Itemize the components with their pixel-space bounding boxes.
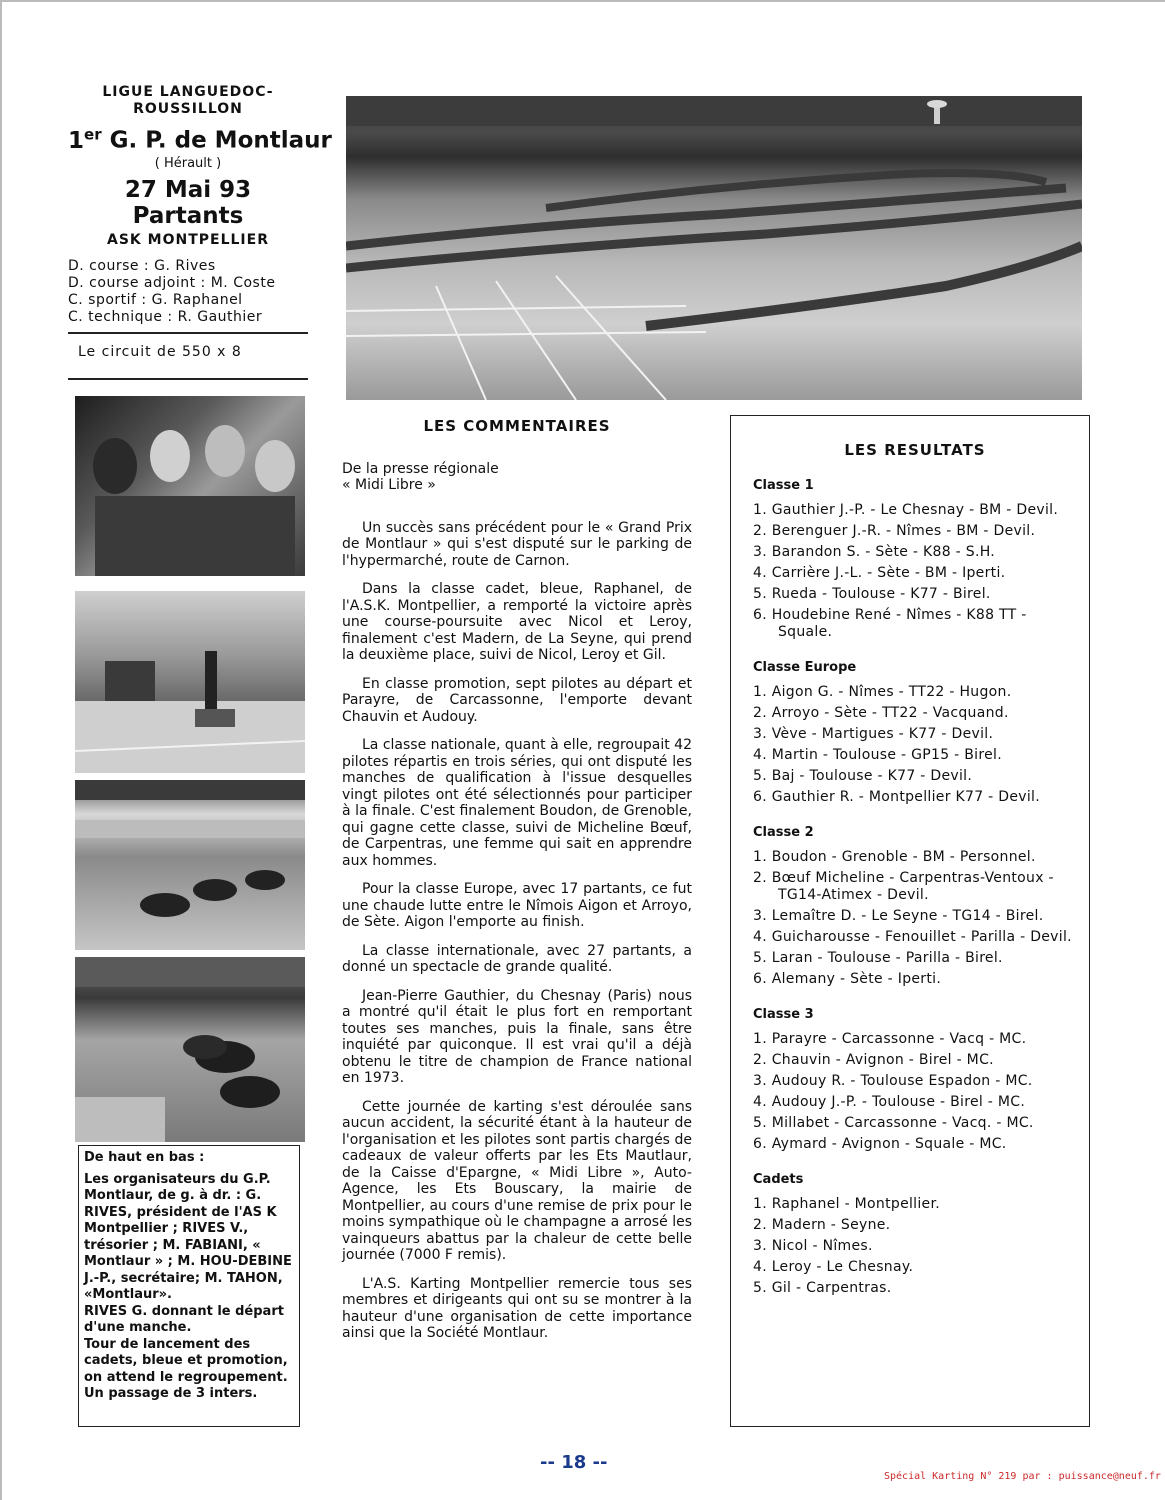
caption-line: Tour de lancement des cadets, bleue et promotion, on attend le regroupement. <box>84 1336 288 1385</box>
class-results <box>753 502 1077 641</box>
result-entry: 2. Chauvin - Avignon - Birel - MC. <box>753 1052 994 1068</box>
caption-line: RIVES G. donnant le départ d'une manche. <box>84 1303 284 1335</box>
photo-organizers <box>75 396 305 576</box>
result-entry: 6. Alemany - Sète - Iperti. <box>753 971 942 987</box>
page-border-top <box>0 0 1165 2</box>
result-entry: 4. Guicharousse - Fenouillet - Parilla - Devil. <box>753 929 1072 945</box>
comments-source <box>342 461 692 494</box>
event-region: ( Hérault ) <box>154 155 222 171</box>
page-number: -- 18 -- <box>540 1452 608 1473</box>
comment-paragraph: En classe promotion, sept pilotes au départ et Parayre, de Carcassonne, l'emporte devant Chauvin et Audouy. <box>342 675 692 725</box>
page-border-left <box>0 0 2 1500</box>
organizing-club: ASK MONTPELLIER <box>107 231 269 248</box>
caption-line: Les organisateurs du G.P. Montlaur, de g. à dr. : G. RIVES, président de l'AS K Montpellier ; RIVES V., trésorier ; M. FABIANI, « Montlaur » ; M. HOU-DEBINE J.-P., secrétaire; M. TAHON, «Montlaur». <box>84 1171 292 1302</box>
comment-paragraph: La classe nationale, quant à elle, regroupait 42 pilotes répartis en trois séries, qui ont disputé les manches de qualification à l'issue desquelles vingt pilotes ont été sélectionnés pour participer à la finale. C'est finalement Boudon, de Grenoble, qui gagne cette classe, suivi de Micheline Bœuf, de Carpentras, une femme qui sait en apprendre aux hommes. <box>342 737 692 869</box>
comment-paragraph: Pour la classe Europe, avec 17 partants, ce fut une chaude lutte entre le Nîmois Aigon et Arroyo, de Sète. Aigon l'emporte au finish. <box>342 881 692 930</box>
result-entry: 6. Gauthier R. - Montpellier K77 - Devil. <box>753 789 1040 805</box>
scan-credit: Spécial Karting N° 219 par : puissance@neuf.fr <box>884 1471 1161 1482</box>
organizers-illustration <box>75 396 305 576</box>
result-entry: 2. Bœuf Micheline - Carpentras-Ventoux - TG14-Atimex - Devil. <box>753 870 1054 903</box>
result-entry: 5. Millabet - Carcassonne - Vacq. - MC. <box>753 1115 1034 1131</box>
warmup-illustration <box>75 780 305 950</box>
captions-heading: De haut en bas : <box>84 1150 205 1165</box>
class-heading: Classe 1 <box>753 478 814 493</box>
source-line: De la presse régionale <box>342 460 499 477</box>
event-title <box>68 125 332 154</box>
ordinal-suffix: er <box>84 125 102 143</box>
comment-paragraph: Jean-Pierre Gauthier, du Chesnay (Paris) nous a montré qu'il était le plus fort en remportant toutes ses manches, puis la finale, sans être inquiété par quiconque. Il est vrai qu'il a déjà obtenu le titre de champion de France national en 1973. <box>342 987 692 1086</box>
class-results <box>753 1196 1077 1297</box>
official-entry: D. course adjoint : M. Coste <box>68 274 276 291</box>
result-entry: 2. Madern - Seyne. <box>753 1217 891 1233</box>
class-results <box>753 1031 1077 1153</box>
comments-title: LES COMMENTAIRES <box>423 417 611 435</box>
class-heading: Classe 2 <box>753 825 814 840</box>
official-entry: C. sportif : G. Raphanel <box>68 291 243 308</box>
result-entry: 6. Aymard - Avignon - Squale - MC. <box>753 1136 1007 1152</box>
result-entry: 3. Barandon S. - Sète - K88 - S.H. <box>753 544 996 560</box>
comment-paragraph: La classe internationale, avec 27 partants, a donné un spectacle de grande qualité. <box>342 942 692 975</box>
circuit-info: Le circuit de 550 x 8 <box>78 343 242 360</box>
result-entry: 4. Leroy - Le Chesnay. <box>753 1259 914 1275</box>
result-entry: 5. Laran - Toulouse - Parilla - Birel. <box>753 950 1003 966</box>
comment-paragraph: Un succès sans précédent pour le « Grand Prix de Montlaur » qui s'est disputé sur le parking de l'hypermarché, route de Carnon. <box>342 519 692 569</box>
result-entry: 5. Gil - Carpentras. <box>753 1280 892 1296</box>
divider <box>68 378 308 380</box>
result-entry: 5. Baj - Toulouse - K77 - Devil. <box>753 768 973 784</box>
result-entry: 1. Boudon - Grenoble - BM - Personnel. <box>753 849 1036 865</box>
start-illustration <box>75 591 305 773</box>
comment-paragraph: Cette journée de karting s'est déroulée sans aucun accident, la sécurité étant à la hauteur de l'organisation et les pilotes sont partis chargés de cadeaux de valeur offerts par les Ets Mautlaur, de la Caisse d'Epargne, « Midi Libre », Auto-Agence, les Ets Bouscary, la mairie de Montpellier, au cours d'une remise de prix pour le moins sympathique où le champagne a arrosé les vainqueurs abattus par la chaleur de cette belle journée (7000 F remis). <box>342 1098 692 1263</box>
class-heading: Cadets <box>753 1172 804 1187</box>
track-photo <box>346 96 1082 400</box>
result-entry: 4. Martin - Toulouse - GP15 - Birel. <box>753 747 1002 763</box>
track-illustration <box>346 96 1082 400</box>
result-entry: 1. Raphanel - Montpellier. <box>753 1196 940 1212</box>
caption-line: Un passage de 3 inters. <box>84 1386 258 1401</box>
photo-start <box>75 591 305 773</box>
result-entry: 1. Parayre - Carcassonne - Vacq - MC. <box>753 1031 1027 1047</box>
officials-list <box>68 258 308 326</box>
class-results <box>753 684 1077 806</box>
official-entry: C. technique : R. Gauthier <box>68 308 263 325</box>
result-entry: 2. Arroyo - Sète - TT22 - Vacquand. <box>753 705 1009 721</box>
result-entry: 3. Nicol - Nîmes. <box>753 1238 873 1254</box>
photo-three-karts <box>75 957 305 1142</box>
official-entry: D. course : G. Rives <box>68 257 216 274</box>
result-entry: 4. Carrière J.-L. - Sète - BM - Iperti. <box>753 565 1006 581</box>
results-box <box>730 415 1090 1427</box>
result-entry: 1. Gauthier J.-P. - Le Chesnay - BM - Devil. <box>753 502 1059 518</box>
event-header <box>68 84 332 380</box>
result-entry: 3. Audouy R. - Toulouse Espadon - MC. <box>753 1073 1033 1089</box>
result-entry: 3. Vève - Martigues - K77 - Devil. <box>753 726 994 742</box>
result-entry: 4. Audouy J.-P. - Toulouse - Birel - MC. <box>753 1094 1026 1110</box>
class-heading: Classe Europe <box>753 660 857 675</box>
class-heading: Classe 3 <box>753 1007 814 1022</box>
photo-captions <box>78 1145 300 1427</box>
photo-warmup-lap <box>75 780 305 950</box>
source-line: « Midi Libre » <box>342 477 436 493</box>
comment-paragraph: Dans la classe cadet, bleue, Raphanel, de l'A.S.K. Montpellier, a remporté la victoire après une course-poursuite avec Nicol et Leroy, finalement c'est Madern, de La Seyne, qui prend la deuxième place, suivi de Nicol, Leroy et Gil. <box>342 581 692 663</box>
event-date: 27 Mai 93 Partants <box>124 176 252 229</box>
karts-illustration <box>75 957 305 1142</box>
result-entry: 5. Rueda - Toulouse - K77 - Birel. <box>753 586 991 602</box>
comment-paragraph: L'A.S. Karting Montpellier remercie tous ses membres et dirigeants qui ont su se montrer à la hauteur d'une organisation de cette importance ainsi que la Société Montlaur. <box>342 1275 692 1341</box>
event-name: G. P. de Montlaur <box>109 127 332 154</box>
event-ordinal: 1er <box>68 125 102 154</box>
result-entry: 2. Berenguer J.-R. - Nîmes - BM - Devil. <box>753 523 1036 539</box>
class-results <box>753 849 1077 988</box>
result-entry: 3. Lemaître D. - Le Seyne - TG14 - Birel. <box>753 908 1044 924</box>
results-title: LES RESULTATS <box>844 441 986 459</box>
result-entry: 1. Aigon G. - Nîmes - TT22 - Hugon. <box>753 684 1012 700</box>
result-entry: 6. Houdebine René - Nîmes - K88 TT - Squale. <box>753 607 1027 640</box>
comments-section <box>342 418 692 1354</box>
league-name: LIGUE LANGUEDOC-ROUSSILLON <box>102 84 274 117</box>
